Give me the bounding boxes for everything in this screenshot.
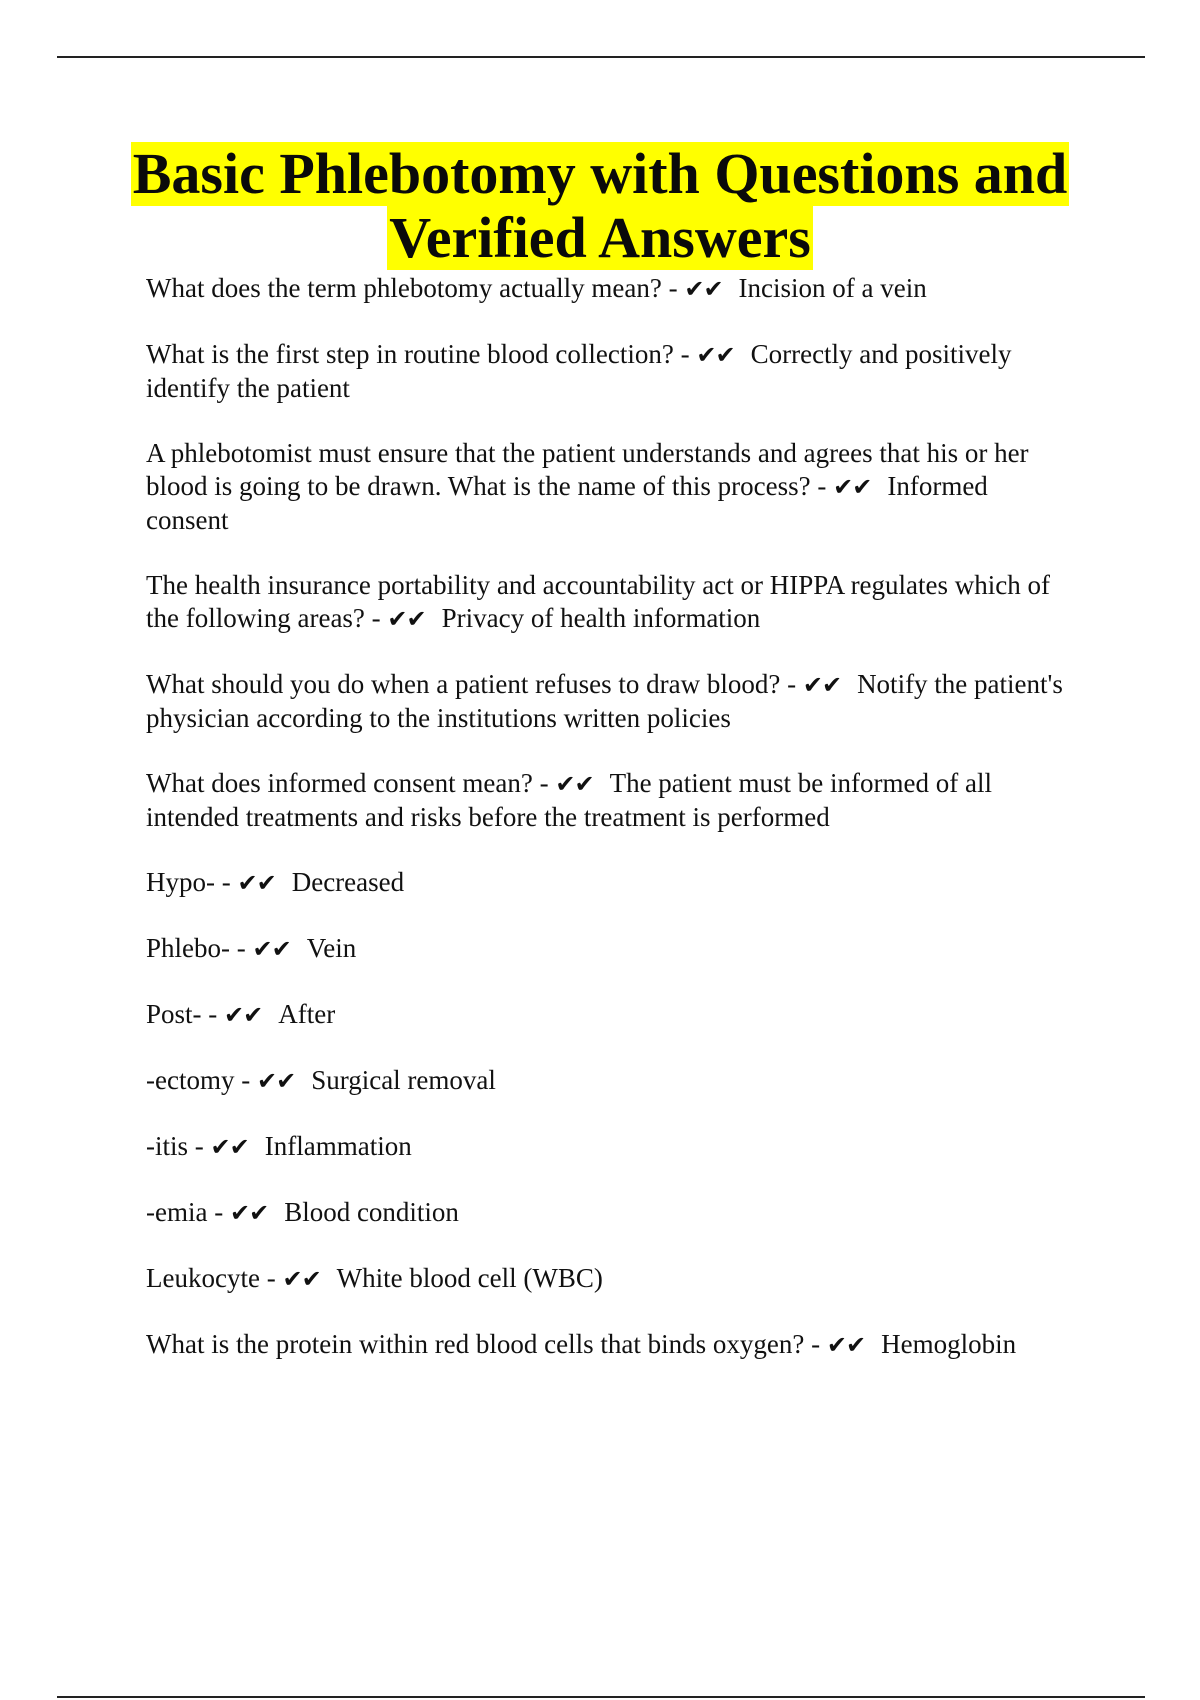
question-text: What does informed consent mean? (146, 768, 533, 798)
answer-text: Notify the patient's physician according to the institutions written policies (146, 669, 1063, 733)
double-check-icon: ✔✔ (210, 1133, 249, 1161)
question-text: What should you do when a patient refuses to draw blood? (146, 669, 781, 699)
answer-text: Informed consent (146, 471, 988, 535)
qa-item (146, 1196, 1076, 1230)
question-text: The health insurance portability and accountability act or HIPPA regulates which of the following areas? (146, 570, 1050, 633)
title-line-2: Verified Answers (389, 205, 811, 270)
separator: - (810, 471, 834, 501)
top-divider (57, 56, 1145, 58)
separator: - (207, 1197, 230, 1227)
qa-list (146, 272, 1076, 1394)
qa-item (146, 866, 1076, 900)
answer-text: Incision of a vein (738, 273, 927, 303)
separator: - (661, 273, 685, 303)
separator: - (234, 1065, 257, 1095)
qa-item (146, 437, 1076, 537)
qa-item (146, 1130, 1076, 1164)
double-check-icon: ✔✔ (256, 1067, 296, 1095)
separator: - (201, 999, 225, 1029)
question-text: A phlebotomist must ensure that the patient understands and agrees that his or her blood is going to be drawn. What is the name of this process? (146, 438, 1029, 501)
double-check-icon: ✔✔ (802, 671, 842, 699)
question-text: -emia (146, 1197, 208, 1227)
separator: - (230, 933, 253, 963)
separator: - (259, 1263, 283, 1293)
question-text: What does the term phlebotomy actually mean? (146, 273, 662, 303)
separator: - (673, 339, 697, 369)
qa-item (146, 932, 1076, 966)
double-check-icon: ✔✔ (387, 605, 426, 633)
title-line-1: Basic Phlebotomy with Questions and (132, 141, 1068, 206)
double-check-icon: ✔✔ (237, 869, 276, 897)
question-text: Post- (146, 999, 202, 1029)
answer-text: Surgical removal (311, 1065, 496, 1095)
answer-text: Inflammation (264, 1131, 412, 1161)
answer-text: Correctly and positively identify the patient (146, 339, 1012, 403)
answer-text: Privacy of health information (441, 603, 761, 633)
double-check-icon: ✔✔ (696, 341, 735, 369)
question-text: Hypo- (146, 867, 215, 897)
document-title (0, 142, 1200, 270)
question-text: Leukocyte (146, 1263, 260, 1293)
qa-item (146, 1328, 1076, 1362)
answer-text: Blood condition (284, 1197, 459, 1227)
answer-text: Hemoglobin (881, 1329, 1017, 1359)
answer-text: White blood cell (WBC) (336, 1263, 603, 1293)
separator: - (532, 768, 556, 798)
separator: - (780, 669, 803, 699)
double-check-icon: ✔✔ (833, 473, 872, 501)
qa-item (146, 998, 1076, 1032)
qa-item (146, 668, 1076, 735)
qa-item (146, 272, 1076, 306)
double-check-icon: ✔✔ (826, 1331, 866, 1359)
separator: - (804, 1329, 827, 1359)
double-check-icon: ✔✔ (224, 1001, 263, 1029)
answer-text: Vein (306, 933, 357, 963)
qa-item (146, 1064, 1076, 1098)
double-check-icon: ✔✔ (684, 275, 723, 303)
answer-text: The patient must be informed of all intended treatments and risks before the treatment is performed (146, 768, 992, 832)
separator: - (188, 1131, 211, 1161)
question-text: -ectomy (146, 1065, 235, 1095)
separator: - (215, 867, 238, 897)
question-text: What is the first step in routine blood collection? (146, 339, 674, 369)
double-check-icon: ✔✔ (555, 770, 594, 798)
double-check-icon: ✔✔ (252, 935, 291, 963)
double-check-icon: ✔✔ (282, 1265, 321, 1293)
separator: - (364, 603, 388, 633)
question-text: Phlebo- (146, 933, 230, 963)
question-text: What is the protein within red blood cells that binds oxygen? (146, 1329, 805, 1359)
answer-text: Decreased (291, 867, 405, 897)
question-text: -itis (146, 1131, 189, 1161)
qa-item (146, 767, 1076, 834)
qa-item (146, 1262, 1076, 1296)
qa-item (146, 569, 1076, 636)
bottom-divider (57, 1696, 1145, 1698)
double-check-icon: ✔✔ (229, 1199, 269, 1227)
answer-text: After (278, 999, 336, 1029)
qa-item (146, 338, 1076, 405)
